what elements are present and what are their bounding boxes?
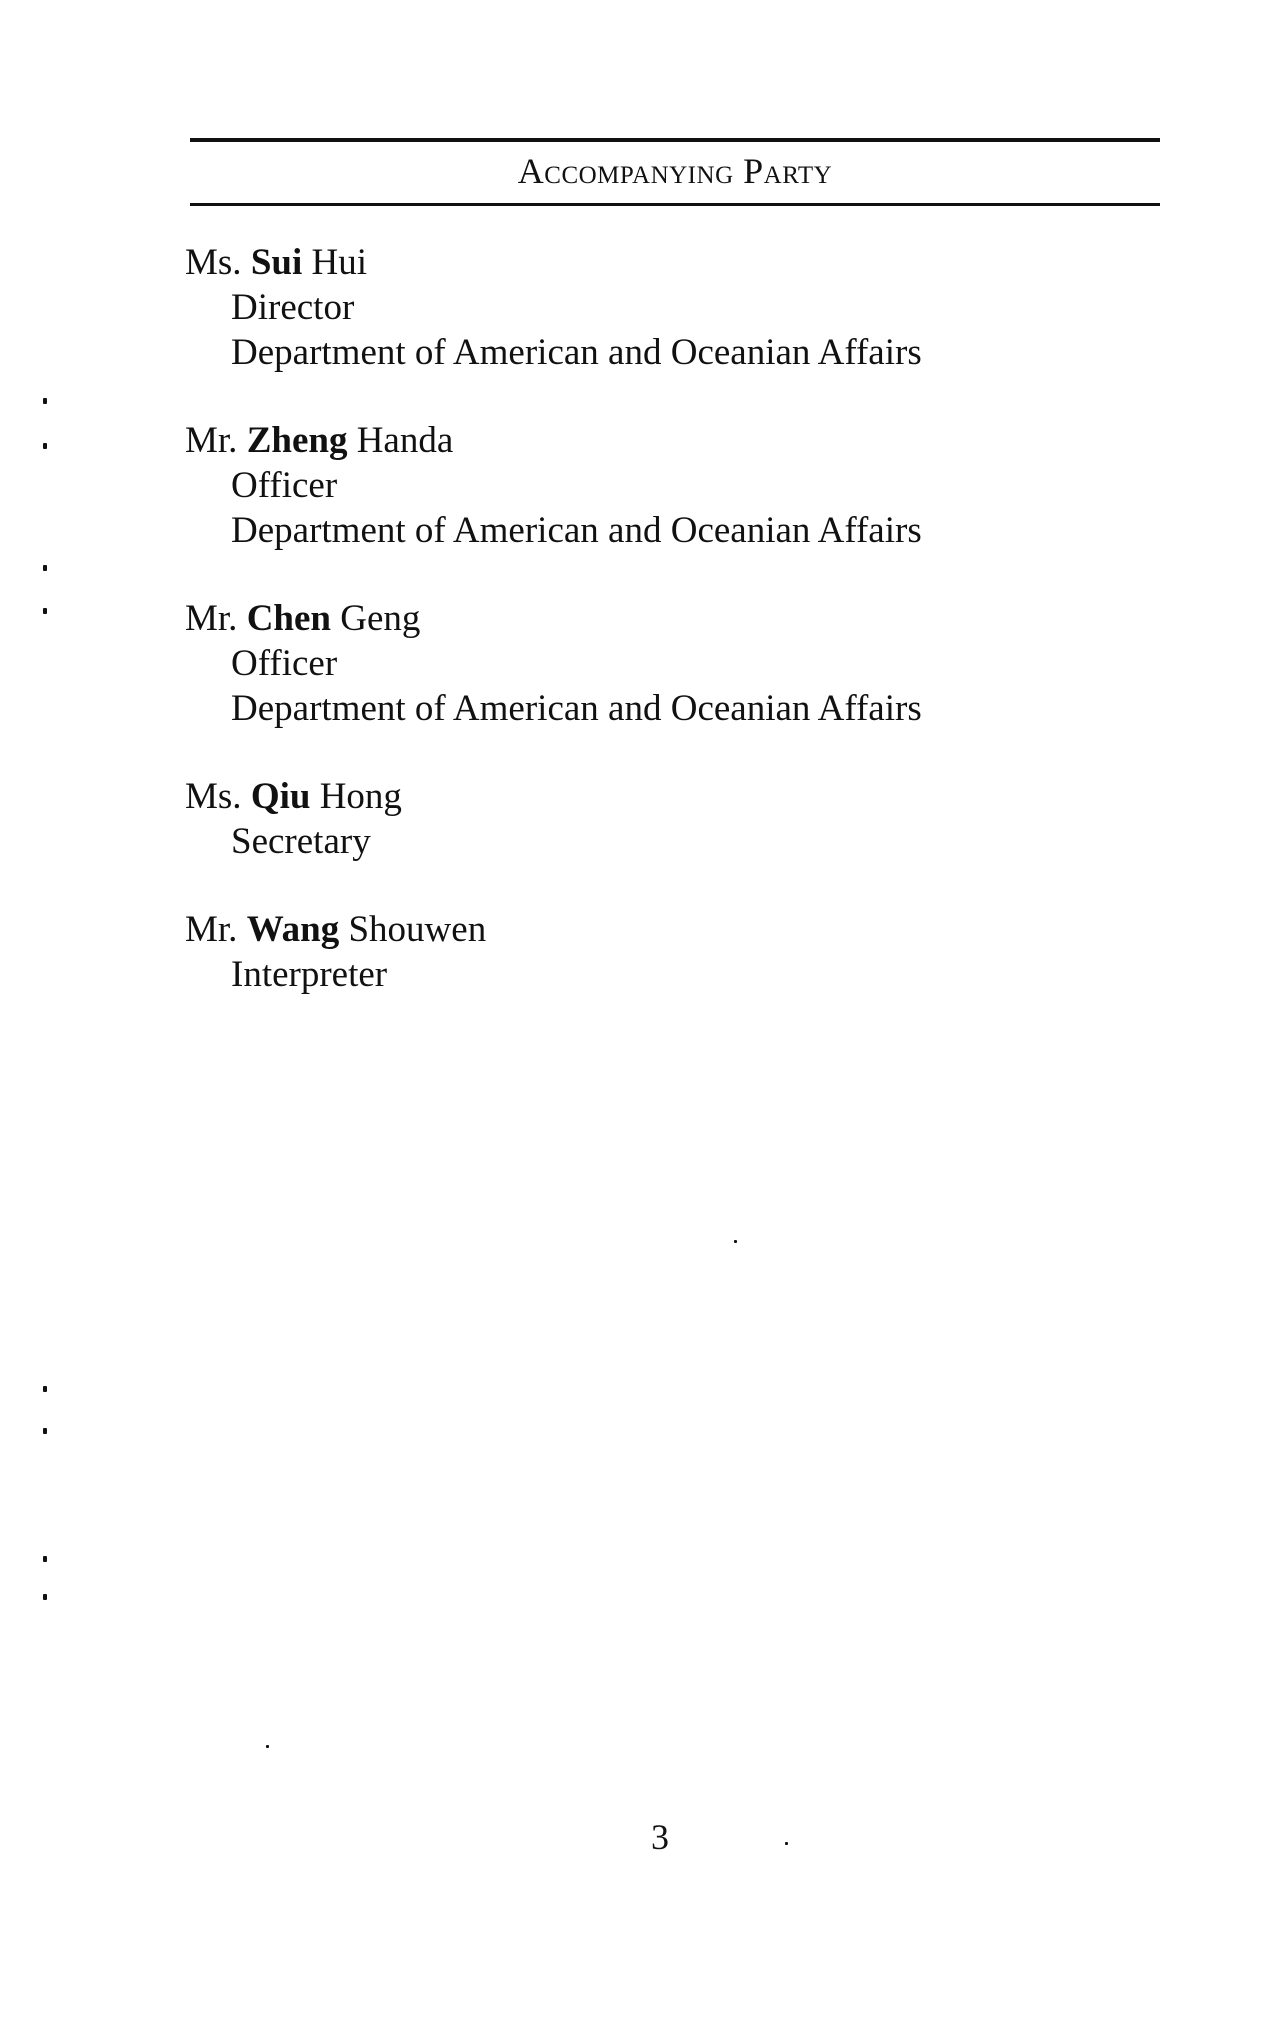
scan-speck — [43, 1386, 47, 1392]
member-title: Mr. — [185, 909, 238, 950]
member-title: Mr. — [185, 420, 238, 461]
member-given-name: Hui — [311, 242, 367, 283]
member-title: Mr. — [185, 598, 238, 639]
party-member — [185, 240, 1085, 375]
party-member — [185, 774, 1085, 864]
member-position: Interpreter — [231, 954, 388, 995]
scan-speck — [43, 1556, 47, 1562]
member-given-name: Shouwen — [348, 909, 487, 950]
scan-speck — [43, 608, 47, 614]
page-number: 3 — [651, 1817, 669, 1857]
member-position: Officer — [231, 643, 338, 684]
member-title: Ms. — [185, 242, 242, 283]
member-given-name: Geng — [340, 598, 421, 639]
member-department: Department of American and Oceanian Affairs — [231, 332, 922, 373]
member-title: Ms. — [185, 776, 242, 817]
scan-speck — [43, 565, 47, 571]
member-surname: Wang — [246, 909, 340, 950]
member-surname: Qiu — [250, 776, 311, 817]
party-member — [185, 418, 1085, 553]
party-member — [185, 596, 1085, 731]
member-given-name: Handa — [356, 420, 454, 461]
scan-speck — [266, 1745, 269, 1748]
section-heading: Accompanying Party — [517, 151, 833, 191]
scan-speck — [785, 1842, 788, 1845]
member-department: Department of American and Oceanian Affairs — [231, 510, 922, 551]
scan-speck — [43, 443, 47, 449]
member-name — [185, 774, 1085, 819]
member-name — [185, 907, 1085, 952]
scan-speck — [734, 1240, 737, 1243]
member-name — [185, 596, 1085, 641]
member-surname: Zheng — [246, 420, 348, 461]
member-surname: Chen — [246, 598, 331, 639]
party-member — [185, 907, 1085, 997]
member-position: Secretary — [231, 821, 371, 862]
member-department: Department of American and Oceanian Affairs — [231, 688, 922, 729]
scan-speck — [43, 1428, 47, 1434]
member-position: Director — [231, 287, 355, 328]
scan-speck — [43, 1594, 47, 1600]
member-name — [185, 240, 1085, 285]
member-surname: Sui — [250, 242, 303, 283]
heading-top-rule — [190, 138, 1160, 142]
member-position: Officer — [231, 465, 338, 506]
member-name — [185, 418, 1085, 463]
scan-speck — [43, 398, 47, 404]
heading-bottom-rule — [190, 203, 1160, 206]
member-given-name: Hong — [319, 776, 402, 817]
party-list — [185, 240, 1085, 1040]
